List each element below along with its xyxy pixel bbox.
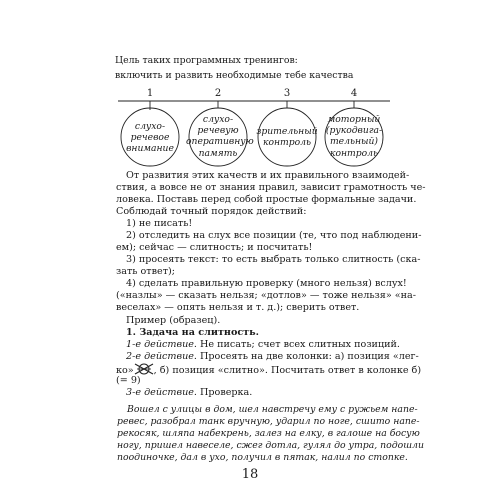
example-line-5: поодиночке, дал в ухо, получил в пятак, налил по стопке. bbox=[117, 452, 408, 463]
node-number-2: 2 bbox=[214, 88, 222, 99]
step-2-line-3: (= 9) bbox=[116, 375, 141, 387]
body-line-2: ствия, а вовсе не от знания правил, зависит грамотность че- bbox=[116, 182, 426, 193]
step-3-line bbox=[126, 387, 252, 398]
example-label: Пример (образец). bbox=[126, 315, 221, 327]
body-line-12: веселах» — опять нельзя и т. д.); сверить ответ. bbox=[116, 301, 360, 313]
body-line-1: От развития этих качеств и их правильного взаимодей- bbox=[126, 170, 410, 181]
step-2-line-2 bbox=[116, 363, 421, 376]
intro-line-1: Цель таких программных тренингов: bbox=[115, 55, 298, 66]
node-number-4: 4 bbox=[350, 88, 358, 99]
step-3-text: Проверка. bbox=[196, 387, 253, 399]
example-line-3: рекосяк, шляпа набекрень, залез на елку, в галоше на босую bbox=[117, 428, 420, 440]
intro-line-2: включить и развить необходимые тебе качества bbox=[115, 70, 354, 81]
body-line-6: 2) отследить на слух все позиции (те, что под наблюдени- bbox=[126, 229, 422, 241]
step-2-line bbox=[126, 351, 419, 362]
page-number: 18 bbox=[241, 467, 259, 482]
task-title: 1. Задача на слитность. bbox=[126, 327, 259, 339]
step-1-label: 1-е действие. bbox=[126, 339, 197, 351]
step-1-text: Не писать; счет всех слитных позиций. bbox=[196, 339, 400, 351]
node-label-4: моторный (рукодвига- тельный) контроль bbox=[325, 114, 383, 159]
example-line-4: ногу, пришел навеселе, сжег дотла, гулял до утра, подошли bbox=[117, 440, 424, 451]
example-line-1: Вошел с улицы в дом, шел навстречу ему с ружьем напе- bbox=[127, 404, 418, 416]
node-label-2: слухо- речевую оперативную память bbox=[186, 114, 254, 159]
node-label-3: зрительный контроль bbox=[256, 126, 318, 149]
body-line-5: 1) не писать! bbox=[126, 217, 193, 229]
body-line-7: ем); сейчас — слитность; и посчитать! bbox=[116, 241, 313, 253]
step-2-line-2-start: ко» bbox=[116, 365, 134, 377]
node-number-3: 3 bbox=[283, 88, 291, 99]
body-line-10: 4) сделать правильную проверку (много нельзя) вслух! bbox=[126, 277, 407, 289]
body-line-3: ловека. Поставь перед собой простые формальные задачи. bbox=[116, 193, 417, 205]
body-line-8: 3) просеять текст: то есть выбрать только слитность (ска- bbox=[126, 253, 421, 265]
step-2-text: Просеять на две колонки: а) позиция «лег- bbox=[196, 351, 419, 363]
step-1-line bbox=[126, 339, 400, 350]
step-2-line-2-end: , б) позиция «слитно». Посчитать ответ в колонке б) bbox=[153, 365, 422, 377]
node-label-1: слухо- речевое внимание bbox=[126, 121, 174, 155]
example-line-2: ревес, разобрал танк вручную, ударил по ноге, сшито напе- bbox=[117, 416, 420, 428]
body-line-11: («назлы» — сказать нельзя; «дотлов» — тоже нельзя» «на- bbox=[116, 289, 416, 301]
crossed-out-mark-icon bbox=[134, 363, 154, 375]
step-3-label: 3-е действие. bbox=[126, 387, 197, 399]
step-2-label: 2-е действие. bbox=[126, 351, 197, 363]
node-number-1: 1 bbox=[146, 88, 154, 99]
body-line-4: Соблюдай точный порядок действий: bbox=[116, 205, 307, 217]
body-line-9: зать ответ); bbox=[116, 265, 175, 277]
